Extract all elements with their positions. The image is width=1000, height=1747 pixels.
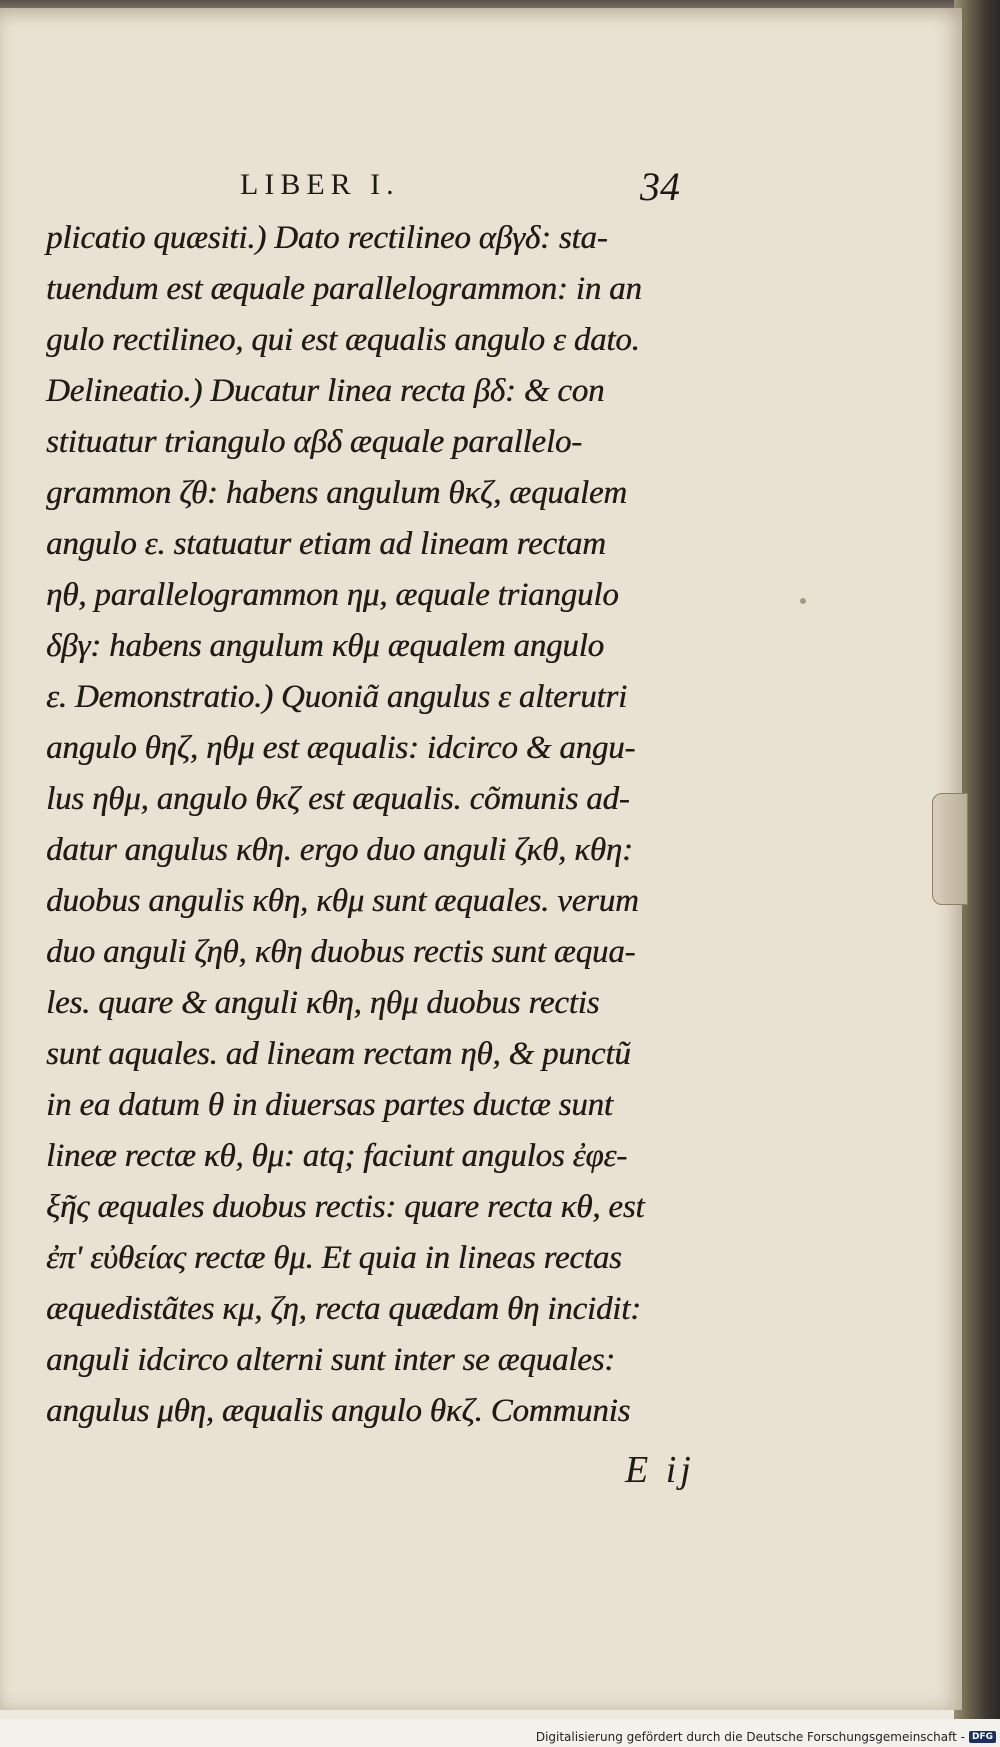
text-line: angulo θηζ, ηθμ est æqualis: idcirco & angu-: [46, 730, 636, 766]
text-line: les. quare & anguli κθη, ηθμ duobus rectis: [46, 985, 600, 1021]
dfg-logo-icon: DFG: [969, 1731, 996, 1743]
text-line: sunt aquales. ad lineam rectam ηθ, & punctũ: [46, 1036, 631, 1072]
text-line: ε. Demonstratio.) Quoniã angulus ε alterutri: [46, 679, 627, 715]
text-line: ηθ, parallelogrammon ημ, æquale triangulo: [46, 577, 619, 613]
paper-speck: [800, 598, 806, 604]
book-page: [0, 8, 964, 1710]
running-head: LIBER I.: [240, 168, 400, 201]
text-line: in ea datum θ in diuersas partes ductæ sunt: [46, 1087, 613, 1123]
text-line: lineæ rectæ κθ, θμ: atq; faciunt angulos ἐφε-: [46, 1138, 627, 1174]
text-line: æquedistãtes κμ, ζη, recta quædam θη incidit:: [46, 1291, 641, 1327]
text-line: datur angulus κθη. ergo duo anguli ζκθ, κθη:: [46, 832, 633, 868]
text-line: lus ηθμ, angulo θκζ est æqualis. cõmunis ad-: [46, 781, 630, 817]
page-number: 34: [640, 164, 680, 209]
text-line: ἐπ' εὐθείας rectæ θμ. Et quia in lineas rectas: [46, 1240, 622, 1276]
text-line: duo anguli ζηθ, κθη duobus rectis sunt æqua-: [46, 934, 636, 970]
credit-text: Digitalisierung gefördert durch die Deutsche Forschungsgemeinschaft -: [535, 1730, 965, 1744]
digitization-credit: [536, 1730, 996, 1744]
signature-mark: E ij: [625, 1449, 695, 1491]
text-line: δβγ: habens angulum κθμ æqualem angulo: [46, 628, 604, 664]
text-line: angulo ε. statuatur etiam ad lineam rectam: [46, 526, 606, 562]
text-line: stituatur triangulo αβδ æquale parallelo-: [46, 424, 582, 460]
text-line: angulus μθη, æqualis angulo θκζ. Communis: [46, 1393, 631, 1429]
text-line: Delineatio.) Ducatur linea recta βδ: & con: [46, 373, 605, 409]
text-line: duobus angulis κθη, κθμ sunt æquales. verum: [46, 883, 639, 919]
text-line: grammon ζθ: habens angulum θκζ, æqualem: [46, 475, 627, 511]
text-line: plicatio quæsiti.) Dato rectilineo αβγδ: sta-: [46, 220, 608, 256]
text-line: anguli idcirco alterni sunt inter se æquales:: [46, 1342, 616, 1378]
text-line: tuendum est æquale parallelogrammon: in an: [46, 271, 642, 307]
text-line: gulo rectilineo, qui est æqualis angulo ε dato.: [46, 322, 640, 358]
body-text: [46, 213, 786, 1437]
text-line: ξῆς æquales duobus rectis: quare recta κθ, est: [46, 1189, 645, 1225]
